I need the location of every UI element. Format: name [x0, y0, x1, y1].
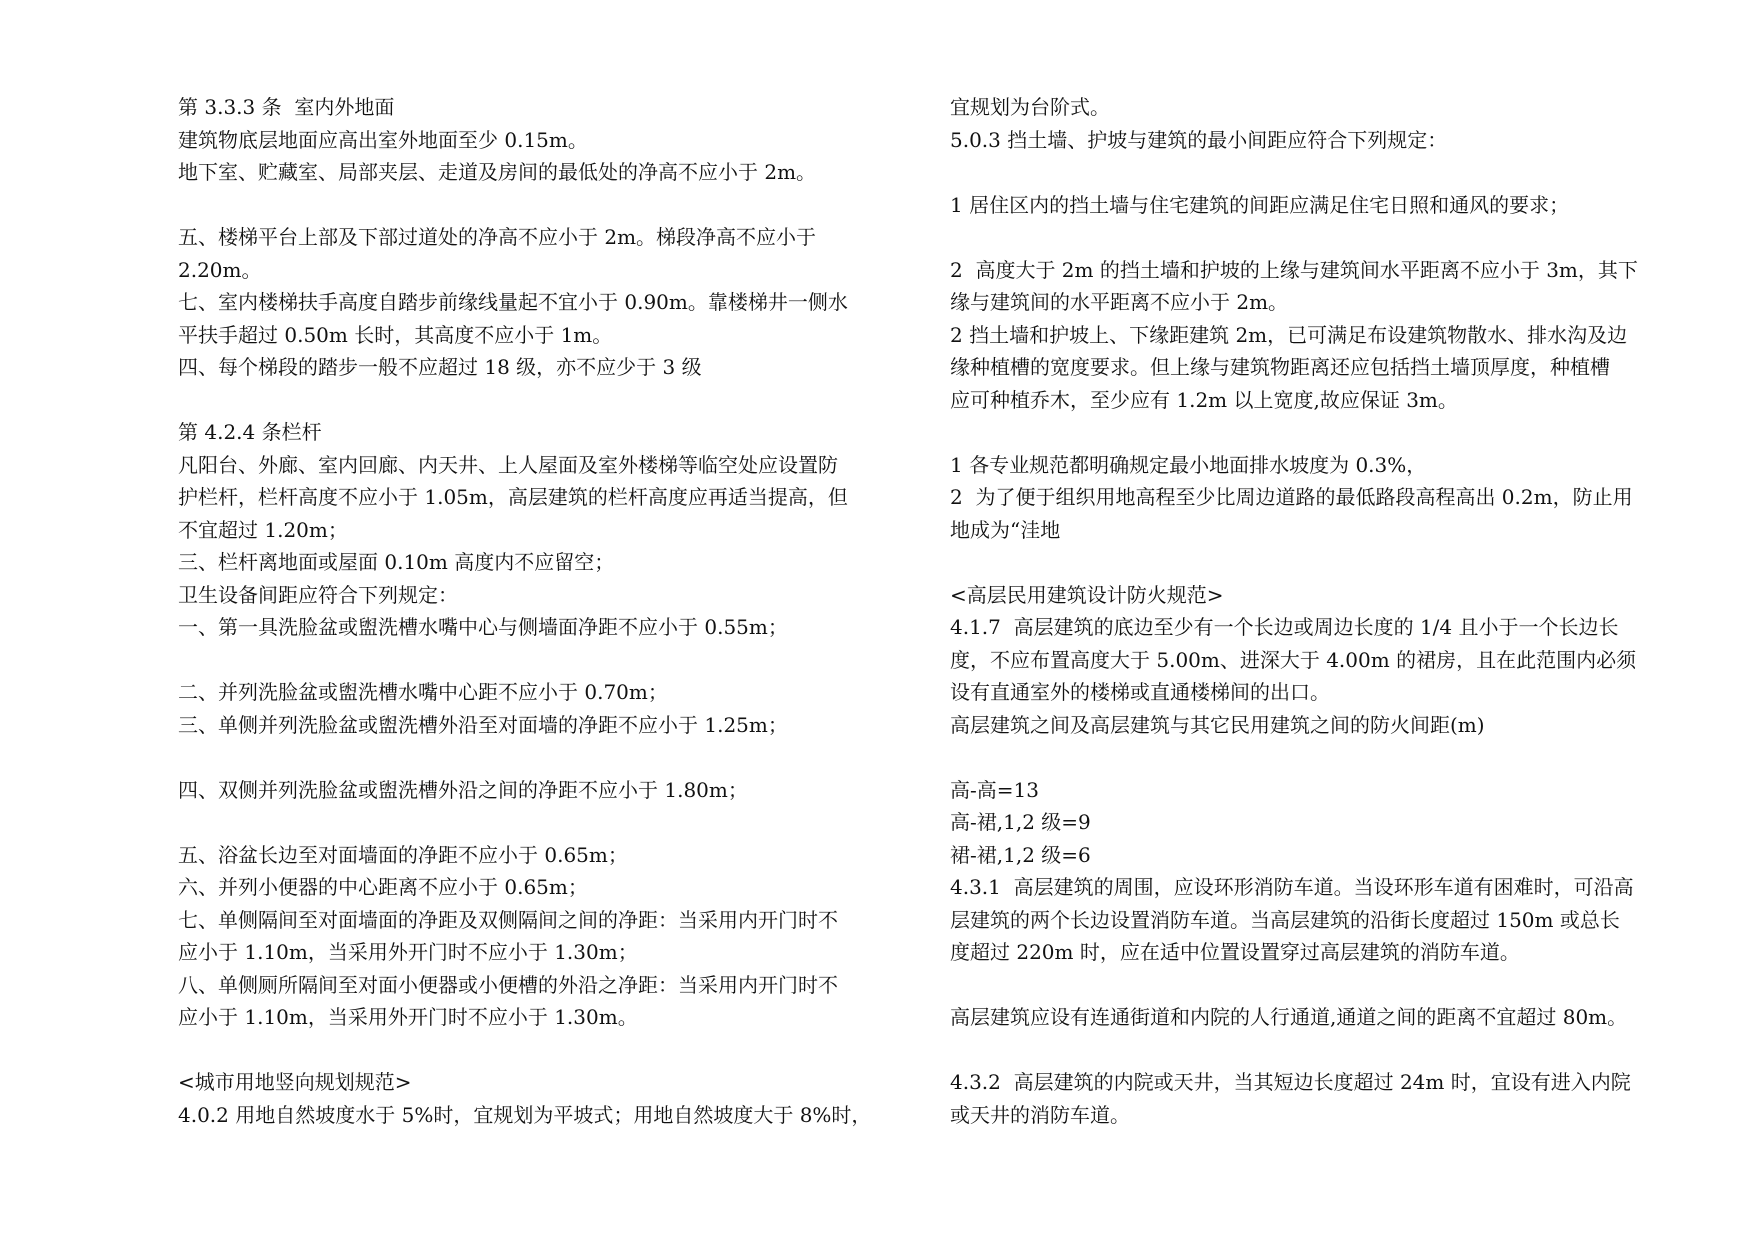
text-line: 四、双侧并列洗脸盆或盥洗槽外沿之间的净距不应小于 1.80m； — [178, 777, 748, 802]
text-line: 设有直通室外的楼梯或直通楼梯间的出口。 — [950, 680, 1330, 704]
text-line: 七、单侧隔间至对面墙面的净距及双侧隔间之间的净距：当采用内开门时不 — [178, 907, 838, 932]
text-line: 2 为了便于组织用地高程至少比周边道路的最低路段高程高出 0.2m，防止用 — [950, 485, 1633, 509]
right-text-column — [950, 91, 1680, 1131]
blank-line — [950, 156, 1680, 189]
text-line: 宜规划为台阶式。 — [950, 95, 1110, 119]
text-line: 平扶手超过 0.50m 长时，其高度不应小于 1m。 — [178, 322, 613, 347]
text-line: 2.20m。 — [178, 257, 262, 282]
text-line: 应小于 1.10m，当采用外开门时不应小于 1.30m。 — [178, 1005, 638, 1029]
text-line: 4.1.7 高层建筑的底边至少有一个长边或周边长度的 1/4 且小于一个长边长 — [950, 615, 1619, 639]
blank-line — [950, 741, 1680, 774]
text-line: 高层建筑之间及高层建筑与其它民用建筑之间的防火间距(m) — [950, 712, 1485, 737]
text-line: 度，不应布置高度大于 5.00m、进深大于 4.00m 的裙房，且在此范围内必须 — [950, 647, 1637, 672]
text-line: 地成为“洼地 — [950, 517, 1061, 542]
blank-line — [178, 806, 908, 839]
blank-line — [178, 1034, 908, 1067]
blank-line — [950, 416, 1680, 449]
text-line: <高层民用建筑设计防火规范> — [950, 582, 1224, 607]
text-line: <城市用地竖向规划规范> — [178, 1070, 412, 1094]
text-line: 五、浴盆长边至对面墙面的净距不应小于 0.65m； — [178, 842, 628, 867]
text-line: 三、栏杆离地面或屋面 0.10m 高度内不应留空； — [178, 550, 615, 574]
text-line: 4.3.2 高层建筑的内院或天井，当其短边长度超过 24m 时，宜设有进入内院 — [950, 1070, 1631, 1094]
text-line: 凡阳台、外廊、室内回廊、内天井、上人屋面及室外楼梯等临空处应设置防 — [178, 452, 838, 477]
blank-line — [178, 189, 908, 222]
text-line: 1 居住区内的挡土墙与住宅建筑的间距应满足住宅日照和通风的要求； — [950, 192, 1570, 217]
text-line: 2 挡土墙和护坡上、下缘距建筑 2m，已可满足布设建筑物散水、排水沟及边 — [950, 322, 1628, 347]
text-line: 高-裙,1,2 级=9 — [950, 810, 1091, 834]
text-line: 度超过 220m 时，应在适中位置设置穿过高层建筑的消防车道。 — [950, 940, 1520, 964]
text-line: 地下室、贮藏室、局部夹层、走道及房间的最低处的净高不应小于 2m。 — [178, 160, 817, 184]
text-line: 二、并列洗脸盆或盥洗槽水嘴中心距不应小于 0.70m； — [178, 680, 668, 704]
text-line: 八、单侧厕所隔间至对面小便器或小便槽的外沿之净距：当采用内开门时不 — [178, 972, 838, 997]
text-line: 第 4.2.4 条栏杆 — [178, 420, 322, 444]
text-line: 一、第一具洗脸盆或盥洗槽水嘴中心与侧墙面净距不应小于 0.55m； — [178, 615, 788, 639]
blank-line — [178, 644, 908, 677]
blank-line — [178, 384, 908, 417]
text-line: 护栏杆，栏杆高度不应小于 1.05m，高层建筑的栏杆高度应再适当提高，但 — [178, 485, 848, 509]
text-line: 四、每个梯段的踏步一般不应超过 18 级，亦不应少于 3 级 — [178, 355, 702, 379]
text-line: 5.0.3 挡土墙、护坡与建筑的最小间距应符合下列规定： — [950, 127, 1448, 152]
text-line: 三、单侧并列洗脸盆或盥洗槽外沿至对面墙的净距不应小于 1.25m； — [178, 712, 788, 737]
blank-line — [950, 969, 1680, 1002]
text-line: 不宜超过 1.20m； — [178, 517, 348, 542]
text-line: 裙-裙,1,2 级=6 — [950, 842, 1091, 867]
text-line: 七、室内楼梯扶手高度自踏步前缘线量起不宜小于 0.90m。靠楼梯井一侧水 — [178, 290, 848, 314]
text-line: 4.3.1 高层建筑的周围，应设环形消防车道。当设环形车道有困难时，可沿高 — [950, 875, 1634, 899]
text-line: 4.0.2 用地自然坡度水于 5%时，宜规划为平坡式；用地自然坡度大于 8%时， — [178, 1102, 872, 1127]
text-line: 应小于 1.10m，当采用外开门时不应小于 1.30m； — [178, 940, 638, 964]
text-line: 应可种植乔木，至少应有 1.2m 以上宽度,故应保证 3m。 — [950, 387, 1458, 412]
text-line: 1 各专业规范都明确规定最小地面排水坡度为 0.3%， — [950, 452, 1427, 477]
text-line: 2 高度大于 2m 的挡土墙和护坡的上缘与建筑间水平距离不应小于 3m，其下 — [950, 257, 1638, 282]
text-line: 卫生设备间距应符合下列规定： — [178, 582, 458, 607]
text-line: 高-高=13 — [950, 777, 1039, 802]
blank-line — [178, 741, 908, 774]
text-line: 层建筑的两个长边设置消防车道。当高层建筑的沿街长度超过 150m 或总长 — [950, 907, 1620, 932]
blank-line — [950, 221, 1680, 254]
blank-line — [950, 546, 1680, 579]
text-line: 五、楼梯平台上部及下部过道处的净高不应小于 2m。梯段净高不应小于 — [178, 225, 817, 249]
text-line: 或天井的消防车道。 — [950, 1102, 1130, 1127]
text-line: 建筑物底层地面应高出室外地面至少 0.15m。 — [178, 127, 588, 152]
blank-line — [950, 1034, 1680, 1067]
text-line: 缘种植槽的宽度要求。但上缘与建筑物距离还应包括挡土墙顶厚度，种植槽 — [950, 355, 1610, 379]
text-line: 第 3.3.3 条 室内外地面 — [178, 95, 395, 119]
text-line: 高层建筑应设有连通街道和内院的人行通道,通道之间的距离不宜超过 80m。 — [950, 1005, 1628, 1029]
text-line: 六、并列小便器的中心距离不应小于 0.65m； — [178, 875, 588, 899]
left-text-column — [178, 91, 908, 1131]
text-line: 缘与建筑间的水平距离不应小于 2m。 — [950, 290, 1289, 314]
